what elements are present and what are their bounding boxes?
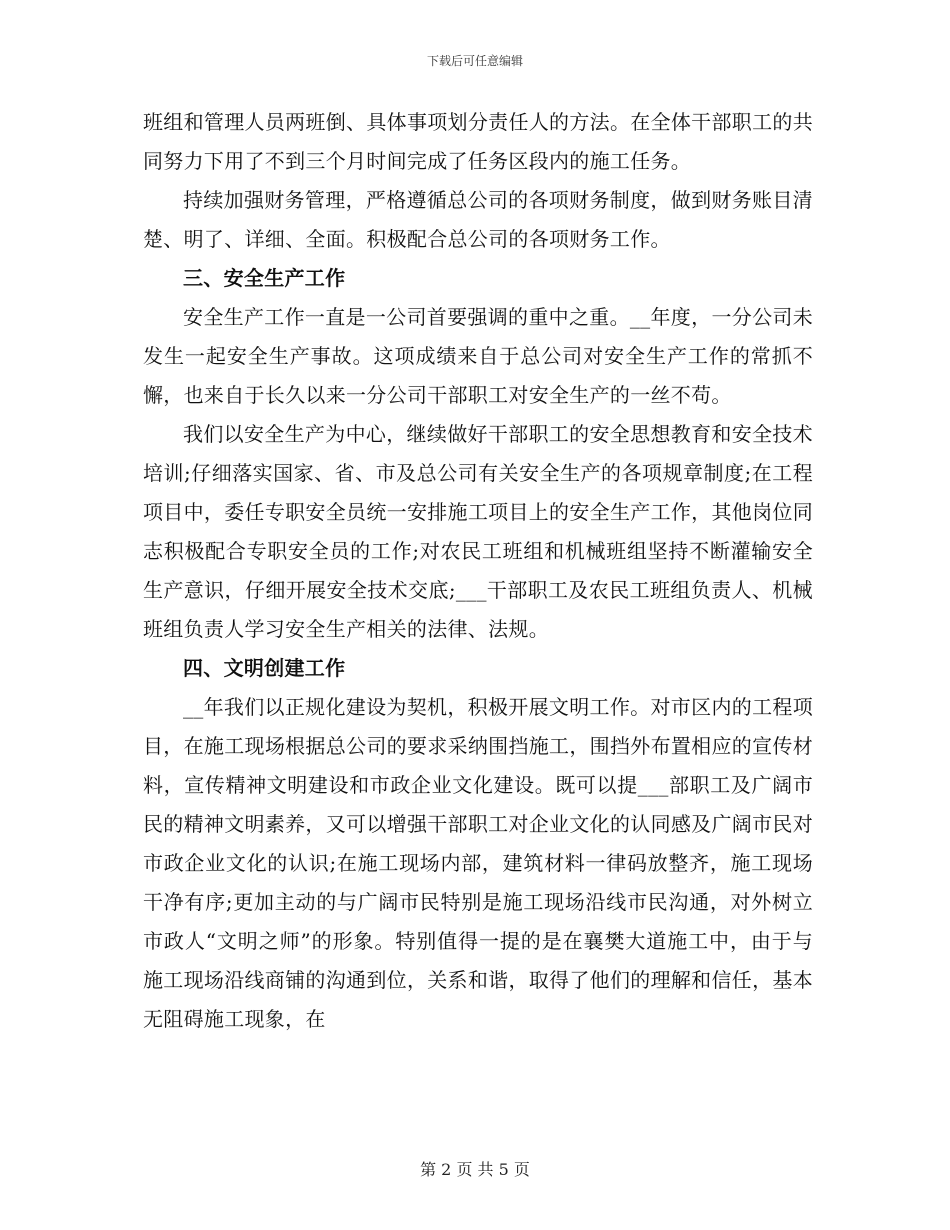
paragraph-4: 我们以安全生产为中心，继续做好干部职工的安全思想教育和安全技术培训;仔细落实国家、省、市及总公司有关安全生产的各项规章制度;在工程项目中，委任专职安全员统一安排施工项目上的安全生产工作，其他岗位同志积极配合专职安全员的工作;对农民工班组和机械班组坚持不断灌输安全生产意识，仔细开展安全技术交底;___干部职工及农民工班组负责人、机械班组负责人学习安全生产相关的法律、法规。 [143, 422, 813, 641]
document-body [143, 103, 813, 1039]
paragraph-5: __年我们以正规化建设为契机，积极开展文明工作。对市区内的工程项目，在施工现场根据总公司的要求采纳围挡施工，围挡外布置相应的宣传材料，宣传精神文明建设和市政企业文化建设。既可以提___部职工及广阔市民的精神文明素养，又可以增强干部职工对企业文化的认同感及广阔市民对市政企业文化的认识;在施工现场内部，建筑材料一律码放整齐，施工现场干净有序;更加主动的与广阔市民特别是施工现场沿线市民沟通，对外树立市政人“文明之师”的形象。特别值得一提的是在襄樊大道施工中，由于与施工现场沿线商铺的沟通到位，关系和谐，取得了他们的理解和信任，基本无阻碍施工现象，在 [143, 695, 813, 1031]
section-heading-safety: 三、安全生产工作 [183, 266, 346, 290]
page-header: 下载后可任意编辑 [426, 54, 523, 68]
paragraph-2: 持续加强财务管理，严格遵循总公司的各项财务制度，做到财务账目清楚、明了、详细、全面。积极配合总公司的各项财务工作。 [143, 188, 813, 251]
paragraph-1: 班组和管理人员两班倒、具体事项划分责任人的方法。在全体干部职工的共同努力下用了不到三个月时间完成了任务区段内的施工任务。 [143, 110, 813, 173]
page-footer: 第 2 页 共 5 页 [420, 1160, 530, 1179]
paragraph-3: 安全生产工作一直是一公司首要强调的重中之重。__年度，一分公司未发生一起安全生产事故。这项成绩来自于总公司对安全生产工作的常抓不懈，也来自于长久以来一分公司干部职工对安全生产的一丝不苟。 [143, 305, 813, 407]
section-heading-civilization: 四、文明创建工作 [183, 656, 346, 680]
